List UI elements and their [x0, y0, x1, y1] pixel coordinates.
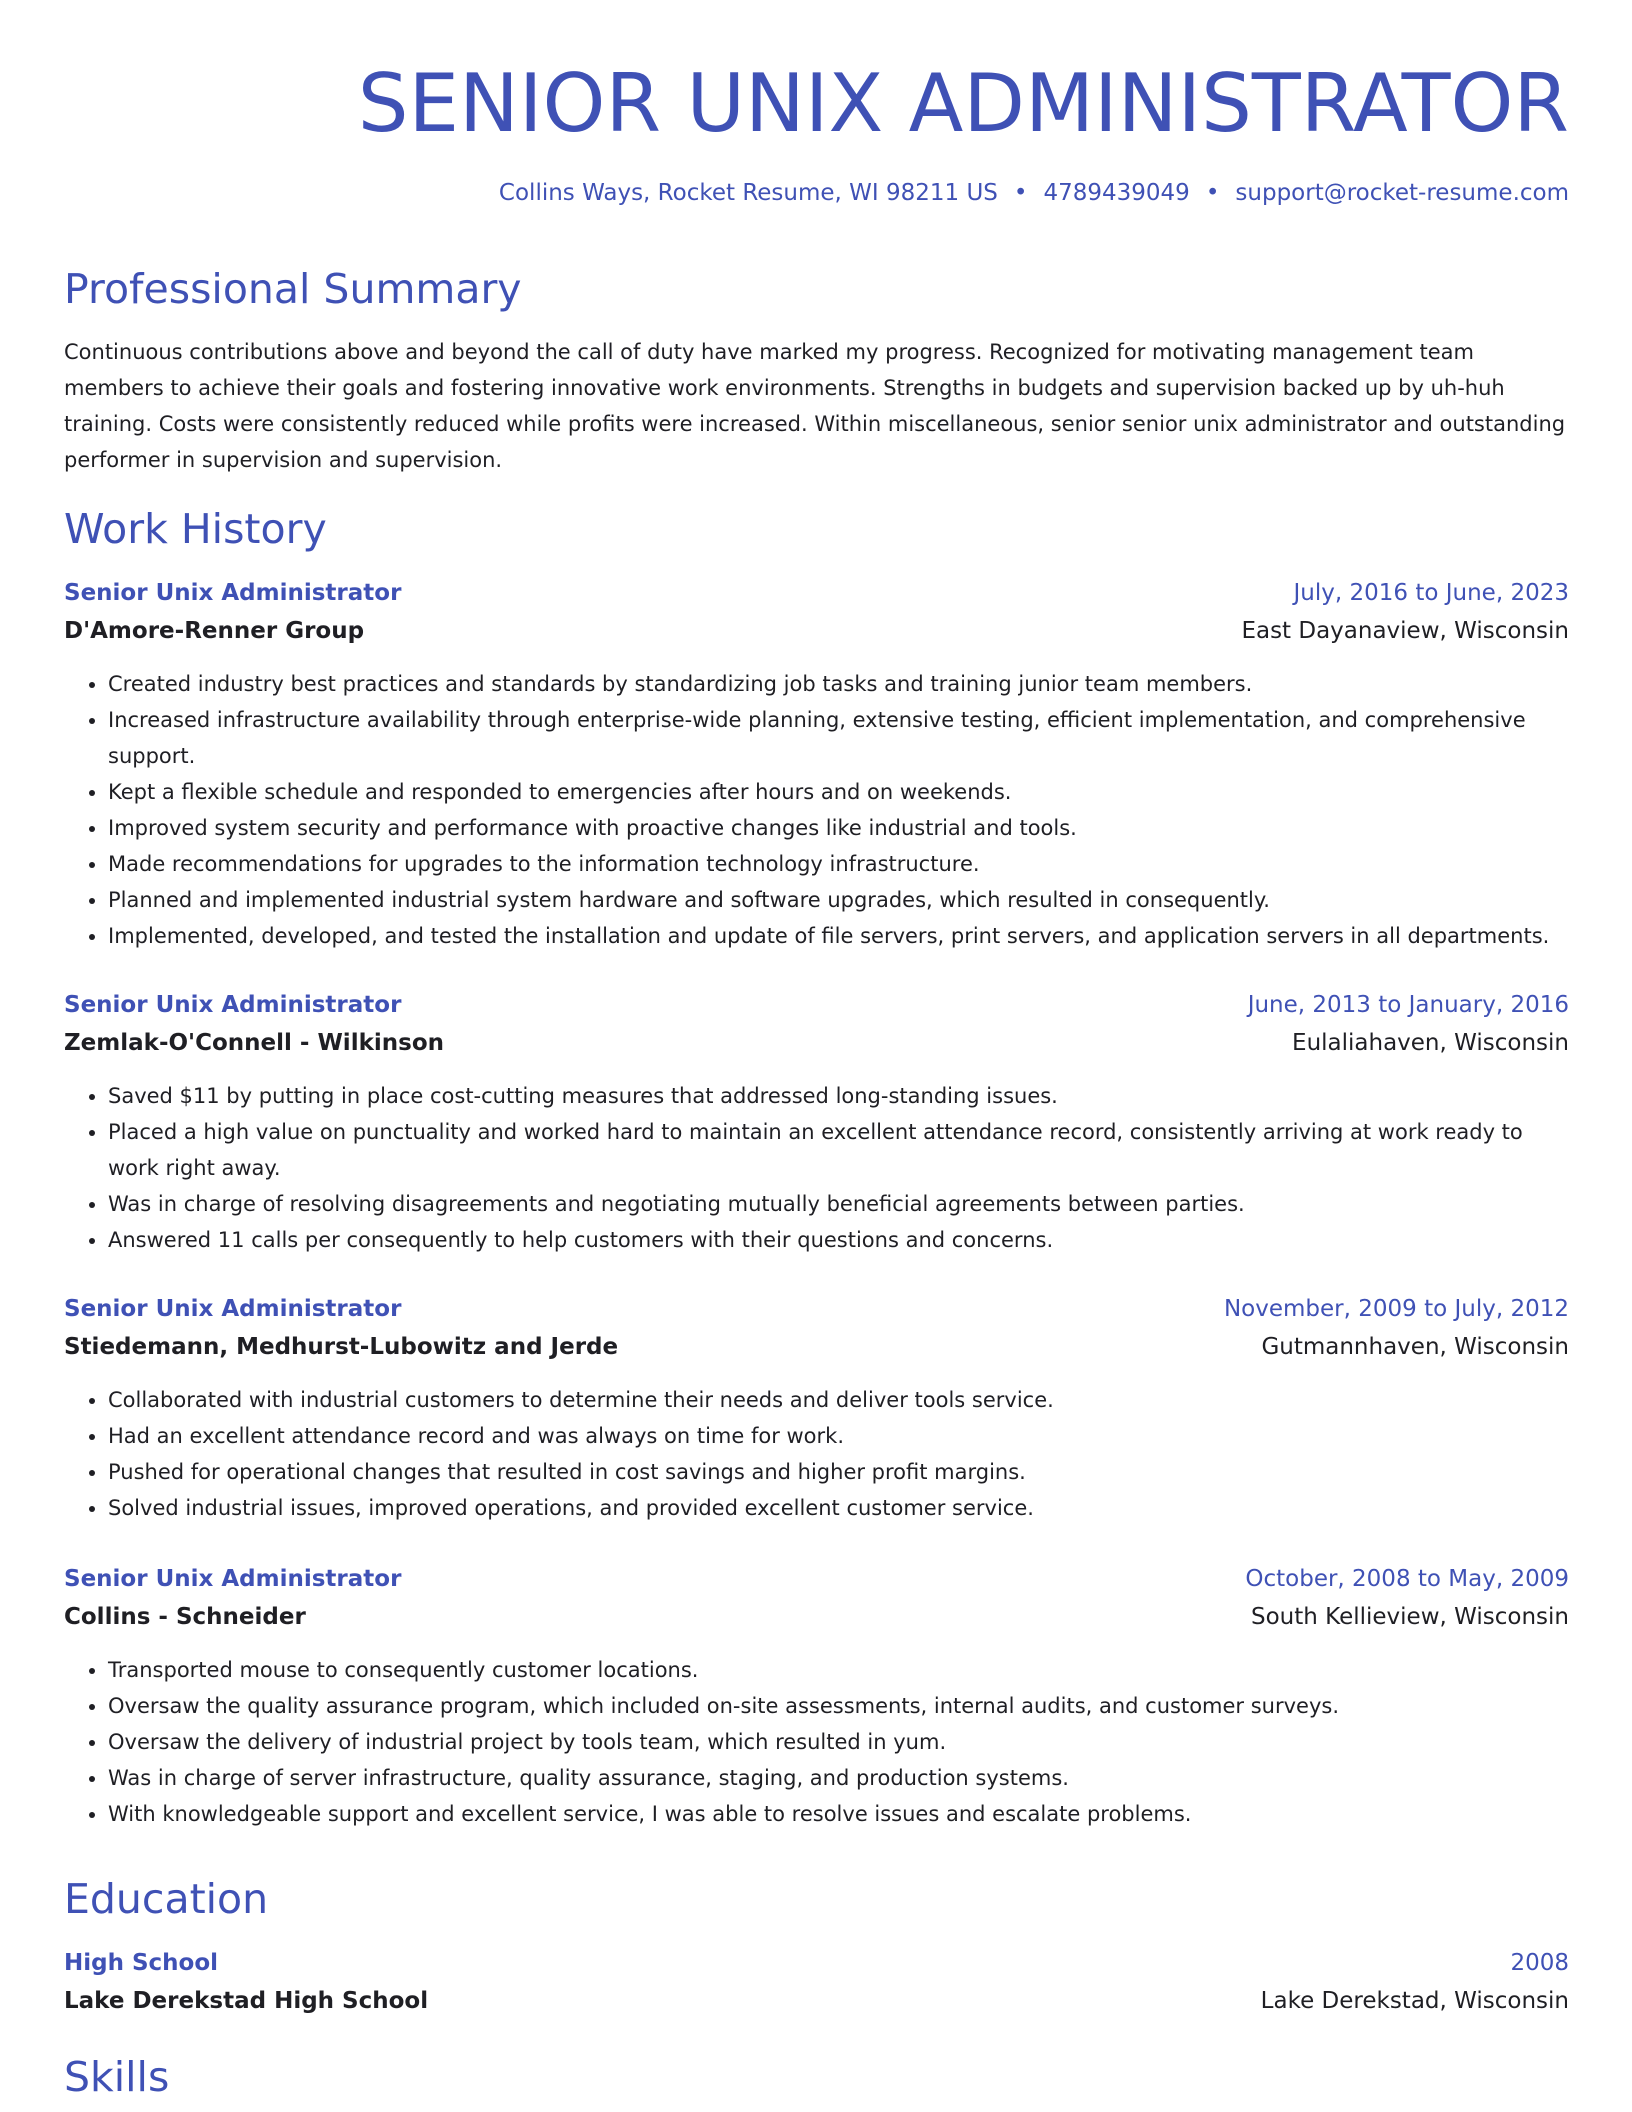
job-bullets: [64, 1382, 1569, 1526]
job-bullet: • Solved industrial issues, improved operations, and provided excellent customer service.: [108, 1490, 1569, 1526]
job-company-row: [64, 1024, 1569, 1062]
job-bullet: • Saved $11 by putting in place cost-cutting measures that addressed long-standing issues.: [108, 1078, 1569, 1114]
job-title: Senior Unix Administrator: [64, 1566, 402, 1592]
job-location: Gutmannhaven, Wisconsin: [1261, 1334, 1569, 1360]
job-bullets: [64, 1652, 1569, 1832]
job-company: Stiedemann, Medhurst-Lubowitz and Jerde: [64, 1334, 619, 1360]
candidate-name: SENIOR UNIX ADMINISTRATOR: [357, 57, 1569, 150]
job-title: Senior Unix Administrator: [64, 580, 402, 606]
contact-phone: 4789439049: [1043, 180, 1190, 206]
job-company-row: [64, 1598, 1569, 1636]
job-dates: November, 2009 to July, 2012: [1223, 1296, 1569, 1322]
job-bullet: • Kept a flexible schedule and responded to emergencies after hours and on weekends.: [108, 774, 1569, 810]
job-bullet: • Oversaw the quality assurance program, which included on-site assessments, internal audits, and customer surveys.: [108, 1688, 1569, 1724]
job-entry: [64, 1290, 1569, 1526]
job-company-row: [64, 1328, 1569, 1366]
education-degree: High School: [64, 1950, 219, 1976]
job-title: Senior Unix Administrator: [64, 992, 402, 1018]
job-entry: [64, 986, 1569, 1258]
job-company-row: [64, 612, 1569, 650]
education-location: Lake Derekstad, Wisconsin: [1260, 1988, 1569, 2014]
job-company: Zemlak-O'Connell - Wilkinson: [64, 1030, 444, 1056]
job-location: Eulaliahaven, Wisconsin: [1292, 1030, 1569, 1056]
job-bullets: [64, 666, 1569, 954]
job-bullet: • Planned and implemented industrial system hardware and software upgrades, which resulted in consequently.: [108, 882, 1569, 918]
resume-page: [64, 0, 1569, 2101]
job-title-row: [64, 986, 1569, 1024]
work-history-heading: Work History: [64, 505, 327, 553]
education-degree-row: [64, 1944, 1569, 1982]
job-entry: [64, 574, 1569, 954]
job-company: D'Amore-Renner Group: [64, 618, 365, 644]
job-bullet: • Made recommendations for upgrades to the information technology infrastructure.: [108, 846, 1569, 882]
job-location: South Kellieview, Wisconsin: [1250, 1604, 1569, 1630]
job-bullet: • Improved system security and performance with proactive changes like industrial and tools.: [108, 810, 1569, 846]
job-entry: [64, 1560, 1569, 1832]
education-heading: Education: [64, 1875, 269, 1923]
education-entry: [64, 1944, 1569, 2020]
job-title-row: [64, 1290, 1569, 1328]
job-bullets: [64, 1078, 1569, 1258]
contact-separator: •: [1013, 180, 1028, 206]
contact-separator: •: [1205, 180, 1220, 206]
job-company: Collins - Schneider: [64, 1604, 306, 1630]
contact-line: [499, 178, 1569, 208]
job-dates: July, 2016 to June, 2023: [1293, 580, 1569, 606]
job-dates: October, 2008 to May, 2009: [1245, 1566, 1569, 1592]
job-title: Senior Unix Administrator: [64, 1296, 402, 1322]
education-school: Lake Derekstad High School: [64, 1988, 429, 2014]
summary-heading: Professional Summary: [64, 265, 522, 313]
job-title-row: [64, 1560, 1569, 1598]
job-bullet: • Had an excellent attendance record and was always on time for work.: [108, 1418, 1569, 1454]
education-year: 2008: [1510, 1950, 1569, 1976]
job-bullet: • Was in charge of resolving disagreements and negotiating mutually beneficial agreements between parties.: [108, 1186, 1569, 1222]
job-location: East Dayanaview, Wisconsin: [1241, 618, 1569, 644]
job-bullet: • Implemented, developed, and tested the installation and update of file servers, print servers, and application servers in all departments.: [108, 918, 1569, 954]
job-bullet: • Answered 11 calls per consequently to help customers with their questions and concerns.: [108, 1222, 1569, 1258]
job-bullet: • With knowledgeable support and excellent service, I was able to resolve issues and escalate problems.: [108, 1796, 1569, 1832]
job-bullet: • Increased infrastructure availability through enterprise-wide planning, extensive testing, efficient implementation, and comprehensive support.: [108, 702, 1569, 774]
education-school-row: [64, 1982, 1569, 2020]
job-bullet: • Transported mouse to consequently customer locations.: [108, 1652, 1569, 1688]
job-bullet: • Oversaw the delivery of industrial project by tools team, which resulted in yum.: [108, 1724, 1569, 1760]
skills-heading: Skills: [64, 2053, 170, 2101]
contact-email: support@rocket-resume.com: [1235, 180, 1569, 206]
job-title-row: [64, 574, 1569, 612]
job-dates: June, 2013 to January, 2016: [1247, 992, 1569, 1018]
job-bullet: • Placed a high value on punctuality and worked hard to maintain an excellent attendance record, consistently arriving at work ready to work right away.: [108, 1114, 1569, 1186]
contact-address: Collins Ways, Rocket Resume, WI 98211 US: [498, 180, 998, 206]
job-bullet: • Was in charge of server infrastructure, quality assurance, staging, and production systems.: [108, 1760, 1569, 1796]
job-bullet: • Collaborated with industrial customers to determine their needs and deliver tools service.: [108, 1382, 1569, 1418]
summary-text: Continuous contributions above and beyond the call of duty have marked my progress. Recognized for motivating management team members to achieve their goals and fostering innovative work environments. Strengths in budgets and supervision backed up by uh-huh training. Costs were consistently reduced while profits were increased. Within miscellaneous, senior senior unix administrator and outstanding performer in supervision and supervision.: [64, 340, 1566, 472]
job-bullet: • Created industry best practices and standards by standardizing job tasks and training junior team members.: [108, 666, 1569, 702]
job-bullet: • Pushed for operational changes that resulted in cost savings and higher profit margins.: [108, 1454, 1569, 1490]
